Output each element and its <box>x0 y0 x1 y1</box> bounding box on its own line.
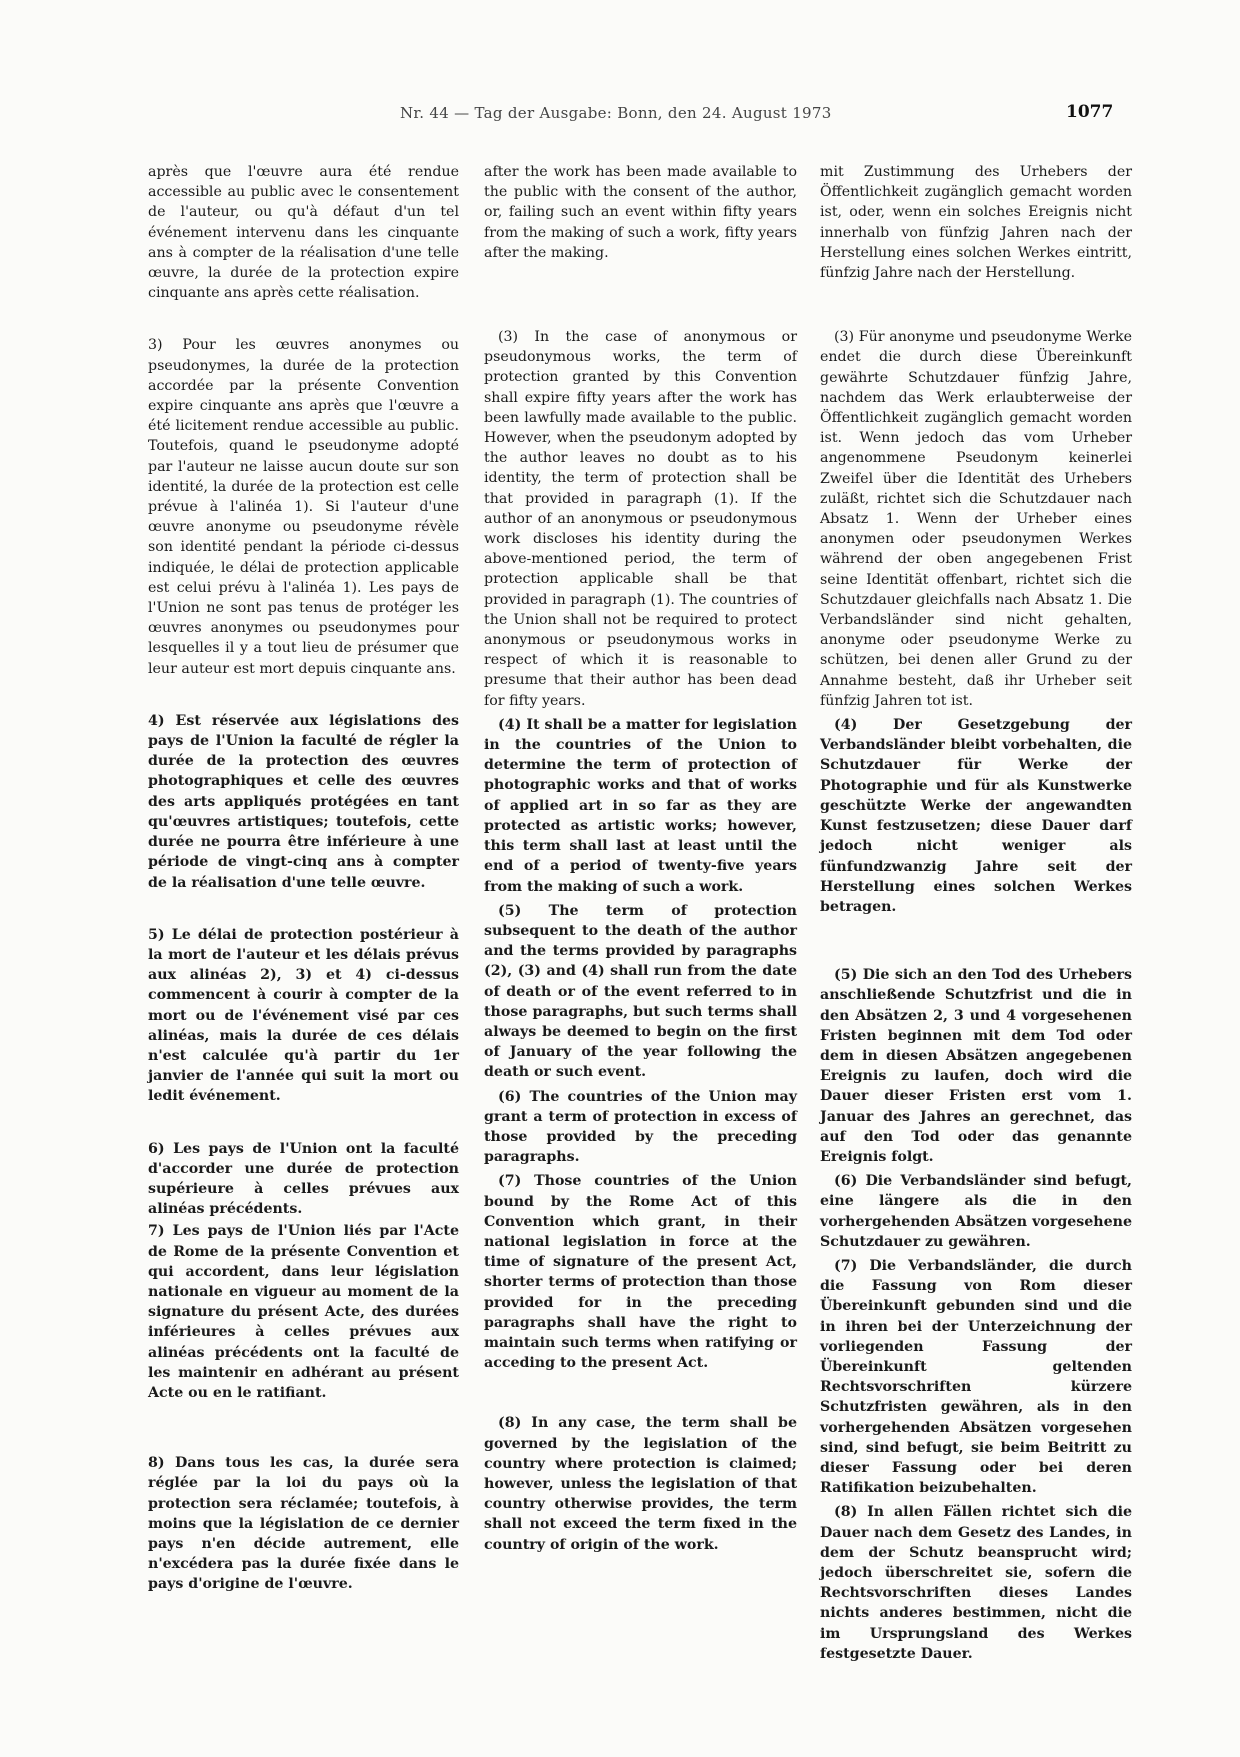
german-paragraph-6: (6) Die Verbandsländer sind befugt, eine längere als die in den vorhergehenden Absätzen vorgesehene Schutzdauer zu gewähren. <box>820 1173 1132 1250</box>
german-paragraph-cont: mit Zustimmung des Urhebers der Öffentlichkeit zugänglich gemacht worden ist, oder, wenn ein solches Ereignis nicht innerhalb von fünfzig Jahren nach der Herstellung eines solchen Werkes eintritt, fünfzig Jahre nach der Herstellung. <box>820 164 1132 282</box>
german-paragraph-7: (7) Die Verbandsländer, die durch die Fassung von Rom dieser Übereinkunft gebunden sind und die in ihren bei der Unterzeichnung der vorliegenden Fassung der Übereinkunft geltenden Rechtsvorschriften kürzere Schutzfristen gewähren, als in den vorhergehenden Absätzen vorgesehen sind, sind befugt, sie beim Beitritt zu dieser Fassung oder bei deren Ratifikation beizubehalten. <box>820 1257 1132 1497</box>
english-paragraph-8: (8) In any case, the term shall be governed by the legislation of the country where protection is claimed; however, unless the legislation of that country otherwise provides, the term shall not exceed the term fixed in the country of origin of the work. <box>484 1415 797 1553</box>
german-column <box>820 162 1132 1676</box>
german-paragraph-4: (4) Der Gesetzgebung der Verbandsländer bleibt vorbehalten, die Schutzdauer für Werke der Photographie und für als Kunstwerke geschützte Werke der angewandten Kunst festzusetzen; diese Dauer darf jedoch nicht weniger als fünfundzwanzig Jahre seit der Herstellung eines solchen Werkes betragen. <box>820 717 1132 915</box>
french-paragraph-cont: après que l'œuvre aura été rendue accessible au public avec le consentement de l'auteur, ou qu'à défaut d'un tel événement intervenu dans les cinquante ans à compter de la réalisation d'une telle œuvre, la durée de la protection expire cinquante ans après cette réalisation. <box>148 164 459 302</box>
english-paragraph-6: (6) The countries of the Union may grant a term of protection in excess of those provided by the preceding paragraphs. <box>484 1088 797 1166</box>
english-paragraph-cont: after the work has been made available to the public with the consent of the author, or, failing such an event within fifty years from the making of such a work, fifty years after the making. <box>484 164 797 261</box>
french-paragraph-4: 4) Est réservée aux législations des pays de l'Union la faculté de régler la durée de la protection des œuvres photographiques et celle des œuvres des arts appliqués protégées en tant qu'œuvres artistiques; toutefois, cette durée ne pourra être inférieure à une période de vingt-cinq ans à compter de la réalisation d'une telle œuvre. <box>148 712 459 891</box>
english-paragraph-4: (4) It shall be a matter for legislation in the countries of the Union to determine the term of protection of photographic works and that of works of applied art in so far as they are protected as artistic works; however, this term shall last at least until the end of a period of twenty-five years from the making of such a work. <box>484 716 797 895</box>
page-number: 1077 <box>1066 102 1114 122</box>
english-paragraph-5: (5) The term of protection subsequent to the death of the author and the terms provided by paragraphs (2), (3) and (4) shall run from the date of death or of the event referred to in those paragraphs, but such terms shall always be deemed to begin on the first of January of the year following the death or such event. <box>484 902 797 1081</box>
english-paragraph-3: (3) In the case of anonymous or pseudonymous works, the term of protection granted by this Convention shall expire fifty years after the work has been lawfully made available to the public. However, when the pseudonym adopted by the author leaves no doubt as to his identity, the term of protection shall be that provided in paragraph (1). If the author of an anonymous or pseudonymous work discloses his identity during the above-mentioned period, the term of protection applicable shall be that provided in paragraph (1). The countries of the Union shall not be required to protect anonymous or pseudonymous works in respect of which it is reasonable to presume that their author has been dead for fifty years. <box>484 329 797 709</box>
page-header <box>0 104 1240 128</box>
french-paragraph-8: 8) Dans tous les cas, la durée sera réglée par la loi du pays où la protection sera réclamée; toutefois, à moins que la législation de ce dernier pays n'en décide autrement, elle n'excédera pas la durée fixée dans le pays d'origine de l'œuvre. <box>148 1455 459 1593</box>
french-paragraph-7: 7) Les pays de l'Union liés par l'Acte de Rome de la présente Convention et qui accordent, dans leur législation nationale en vigueur au moment de la signature du présent Acte, des durées inférieures à celles prévues aux alinéas précédents ont la faculté de les maintenir en adhérant au présent Acte ou en le ratifiant. <box>148 1223 459 1401</box>
gazette-issue-title: Nr. 44 — Tag der Ausgabe: Bonn, den 24. August 1973 <box>400 104 832 122</box>
english-column <box>484 162 797 1567</box>
german-paragraph-5: (5) Die sich an den Tod des Urhebers anschließende Schutzfrist und die in den Absätzen 2, 3 und 4 vorgesehenen Fristen beginnen mit dem Tod oder dem in diesen Absätzen angegebenen Ereignis zu laufen, doch wird die Dauer dieser Fristen erst vom 1. Januar des Jahres an gerechnet, das auf den Tod oder das genannte Ereignis folgt. <box>820 967 1132 1165</box>
french-column <box>148 162 459 1607</box>
french-paragraph-5: 5) Le délai de protection postérieur à la mort de l'auteur et les délais prévus aux alinéas 2), 3) et 4) ci-dessus commencent à courir à compter de la mort ou de l'événement visé par ces alinéas, mais la durée de ces délais n'est calculée qu'à partir du 1er janvier de l'année qui suit la mort ou ledit événement. <box>148 926 459 1105</box>
french-paragraph-3: 3) Pour les œuvres anonymes ou pseudonymes, la durée de la protection accordée par la présente Convention expire cinquante ans après que l'œuvre a été licitement rendue accessible au public. Toutefois, quand le pseudonyme adopté par l'auteur ne laisse aucun doute sur son identité, la durée de la protection est celle prévue à l'alinéa 1). Si l'auteur d'une œuvre anonyme ou pseudonyme révèle son identité pendant la période ci-dessus indiquée, le délai de protection applicable est celui prévu à l'alinéa 1). Les pays de l'Union ne sont pas tenus de protéger les œuvres anonymes ou pseudonymes pour lesquelles il y a tout lieu de présumer que leur auteur est mort depuis cinquante ans. <box>148 337 459 677</box>
german-paragraph-3: (3) Für anonyme und pseudonyme Werke endet die durch diese Übereinkunft gewährte Schutzdauer fünfzig Jahre, nachdem das Werk erlaubterweise der Öffentlichkeit zugänglich gemacht worden ist. Wenn jedoch das vom Urheber angenommene Pseudonym keinerlei Zweifel über die Identität des Urhebers zuläßt, richtet sich die Schutzdauer nach Absatz 1. Wenn der Urheber eines anonymen oder pseudonymen Werkes während der oben angegebenen Frist seine Identität offenbart, richtet sich die Schutzdauer gleichfalls nach Absatz 1. Die Verbandsländer sind nicht gehalten, anonyme oder pseudonyme Werke zu schützen, bei denen aller Grund zu der Annahme besteht, daß ihr Urheber seit fünfzig Jahren tot ist. <box>820 329 1132 709</box>
french-paragraph-6: 6) Les pays de l'Union ont la faculté d'accorder une durée de protection supérieure à celles prévues aux alinéas précédents. <box>148 1140 459 1218</box>
english-paragraph-7: (7) Those countries of the Union bound by the Rome Act of this Convention which grant, in their national legislation in force at the time of signature of the present Act, shorter terms of protection than those provided for in the preceding paragraphs shall have the right to maintain such terms when ratifying or acceding to the present Act. <box>484 1173 797 1372</box>
german-paragraph-8: (8) In allen Fällen richtet sich die Dauer nach dem Gesetz des Landes, in dem der Schutz beansprucht wird; jedoch überschreitet sie, sofern die Rechtsvorschriften dieses Landes nichts anderes bestimmen, nicht die im Ursprungsland des Werkes festgesetzte Dauer. <box>820 1504 1132 1662</box>
